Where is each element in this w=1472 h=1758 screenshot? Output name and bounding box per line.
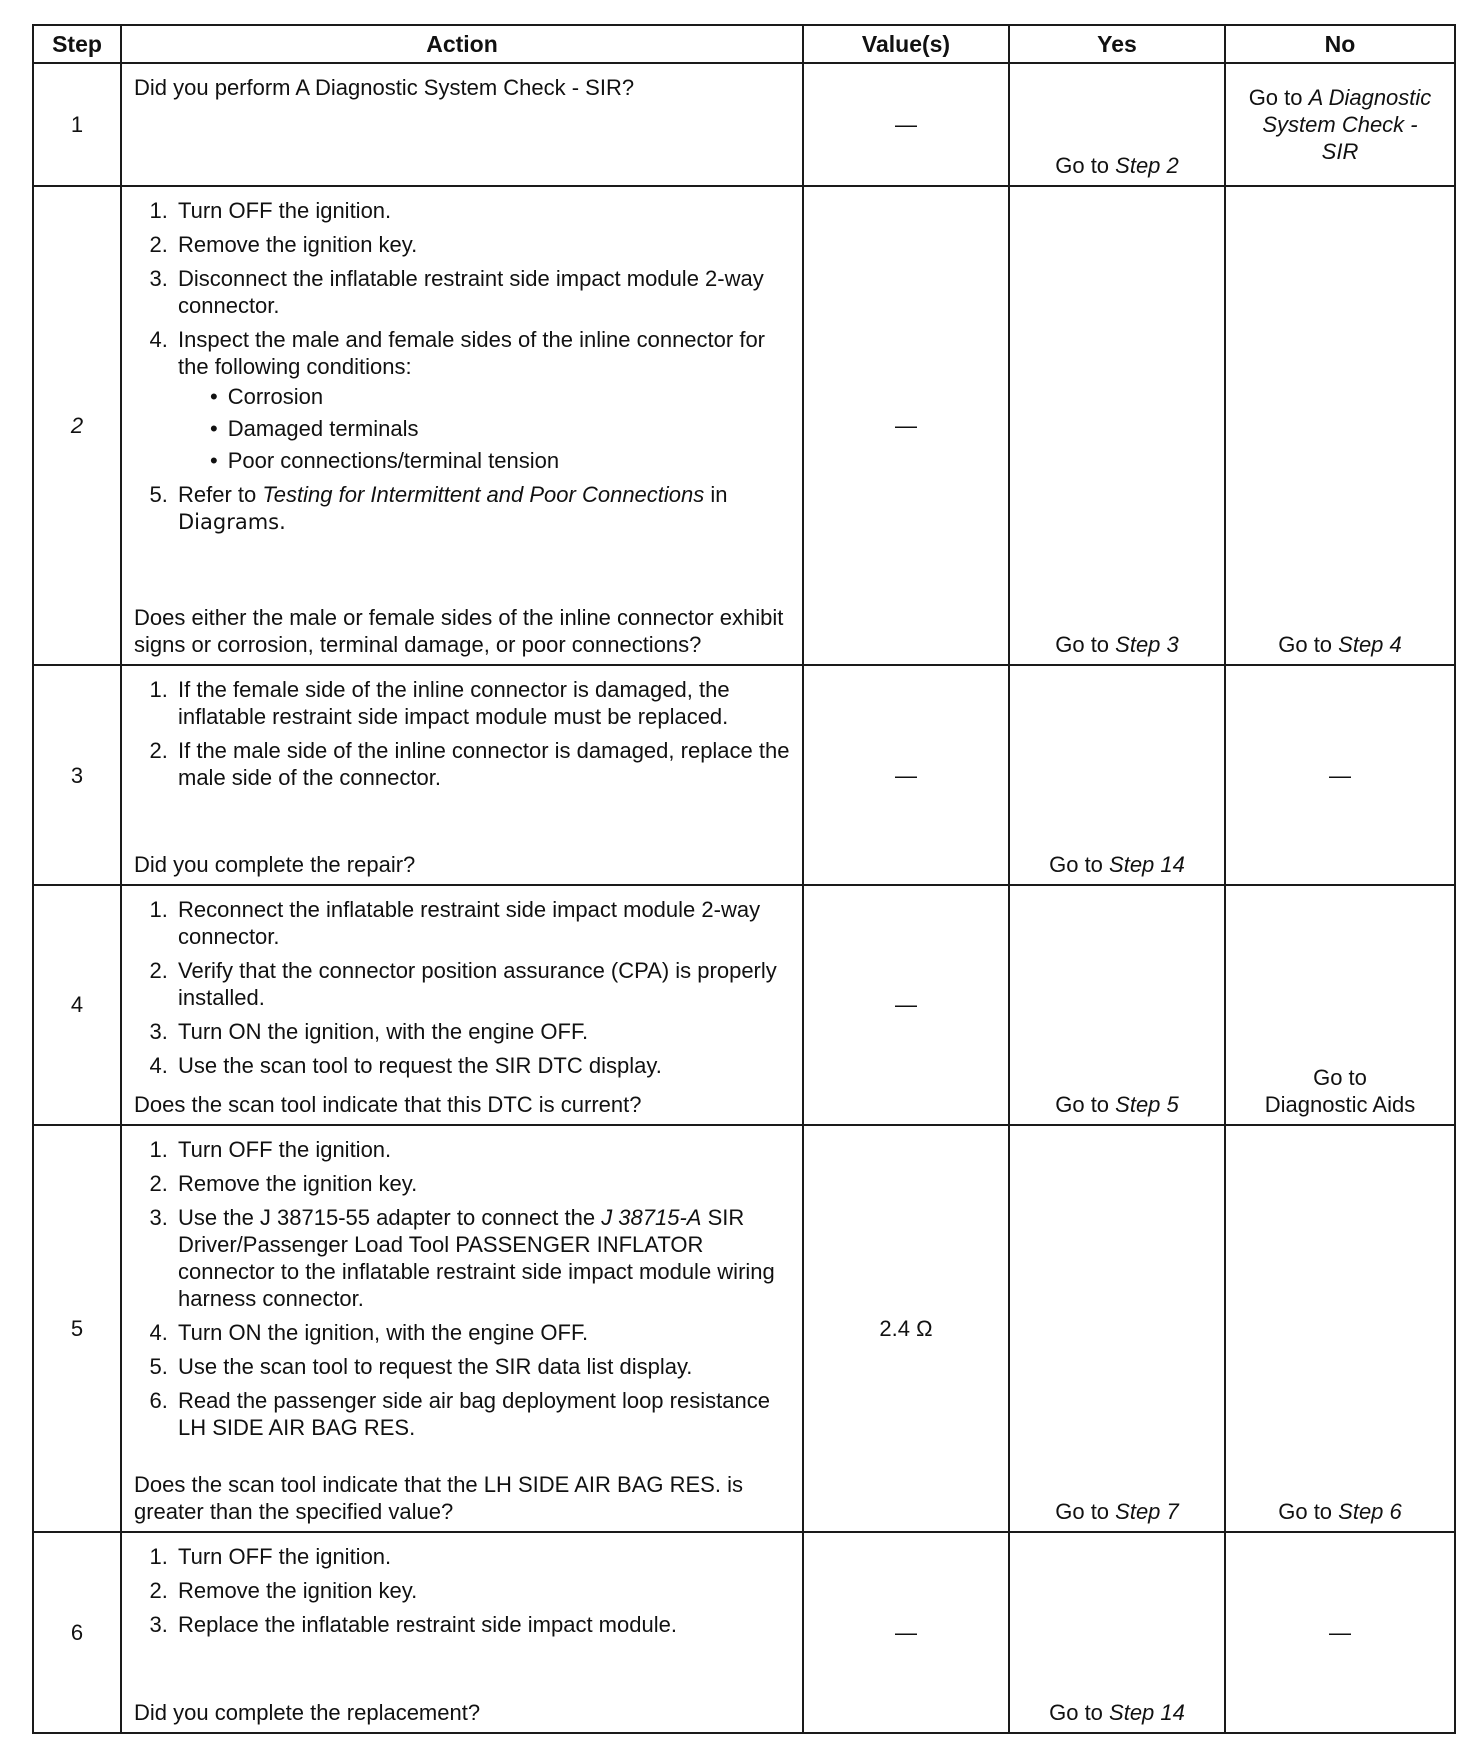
condition-item: • Corrosion: [206, 383, 792, 410]
diagnostic-table: [32, 24, 1456, 1734]
action-step: 6. Read the passenger side air bag deployment loop resistance LH SIDE AIR BAG RES.: [174, 1387, 792, 1441]
action-step: 1. Reconnect the inflatable restraint side impact module 2-way connector.: [174, 896, 792, 950]
no-cell: —: [1225, 1532, 1455, 1733]
action-step: 3. Turn ON the ignition, with the engine OFF.: [174, 1018, 792, 1045]
action-cell: [121, 186, 803, 665]
action-step: 1. Turn OFF the ignition.: [174, 197, 792, 224]
step-number: 3: [33, 665, 121, 885]
action-cell: [121, 1125, 803, 1532]
action-step: 4. Use the scan tool to request the SIR DTC display.: [174, 1052, 792, 1079]
action-step: 3. Replace the inflatable restraint side impact module.: [174, 1611, 792, 1638]
action-step: 2. Remove the ignition key.: [174, 231, 792, 258]
action-step: 2. Remove the ignition key.: [174, 1170, 792, 1197]
action-step: 4. Turn ON the ignition, with the engine OFF.: [174, 1319, 792, 1346]
yes-step-ref: Step 14: [1109, 851, 1185, 877]
action-cell: [121, 63, 803, 186]
yes-step-ref: Step 14: [1109, 1700, 1185, 1725]
action-step: 5. Use the scan tool to request the SIR data list display.: [174, 1353, 792, 1380]
header-step: Step: [33, 25, 121, 63]
no-cell: Go to Step 6: [1225, 1125, 1455, 1532]
header-row: [33, 25, 1455, 63]
action-question: Does the scan tool indicate that the LH SIDE AIR BAG RES. is greater than the specified value?: [134, 1471, 743, 1524]
action-step: 4. Inspect the male and female sides of the inline connector for the following conditions: • Corrosion • Damaged terminals • Poor connections/terminal tension: [174, 326, 792, 474]
action-step: 3. Use the J 38715-55 adapter to connect the J 38715-A SIR Driver/Passenger Load Tool PASSENGER INFLATOR connector to the inflatable restraint side impact module wiring harness connector.: [174, 1204, 792, 1312]
yes-cell: Go to Step 7: [1009, 1125, 1225, 1532]
no-line-1: Go to: [1313, 1064, 1367, 1090]
step-number: 1: [33, 63, 121, 186]
action-step: 2. If the male side of the inline connector is damaged, replace the male side of the connector.: [174, 737, 792, 791]
yes-step-ref: Step 3: [1115, 632, 1179, 658]
step-number: 2: [33, 186, 121, 665]
action-step: 1. If the female side of the inline connector is damaged, the inflatable restraint side impact module must be replaced.: [174, 676, 792, 730]
table-row-step-5: [33, 1125, 1455, 1532]
action-step: 1. Turn OFF the ignition.: [174, 1543, 792, 1570]
no-ref: A Diagnostic System Check - SIR: [1262, 84, 1432, 164]
value-cell: —: [803, 665, 1009, 885]
no-cell: [1225, 63, 1455, 186]
tool-reference: J 38715-A: [601, 1204, 702, 1230]
value-cell: 2.4 Ω: [803, 1125, 1009, 1532]
header-action: Action: [121, 25, 803, 63]
header-values: Value(s): [803, 25, 1009, 63]
value-cell: —: [803, 885, 1009, 1125]
table-row-step-6: [33, 1532, 1455, 1733]
action-cell: [121, 1532, 803, 1733]
action-steps: [134, 896, 792, 1086]
doc-reference: Testing for Intermittent and Poor Connections: [262, 481, 705, 507]
action-question: Did you complete the repair?: [134, 851, 416, 877]
action-step: 3. Disconnect the inflatable restraint side impact module 2-way connector.: [174, 265, 792, 319]
header-no: No: [1225, 25, 1455, 63]
action-steps: [134, 1136, 792, 1448]
value-cell: —: [803, 1532, 1009, 1733]
action-cell: [121, 665, 803, 885]
yes-cell: Go to Step 14: [1009, 665, 1225, 885]
action-question: Did you perform A Diagnostic System Check - SIR?: [134, 75, 635, 100]
no-cell: Go to Step 4: [1225, 186, 1455, 665]
condition-item: • Poor connections/terminal tension: [206, 447, 792, 474]
action-step: 2. Verify that the connector position assurance (CPA) is properly installed.: [174, 957, 792, 1011]
action-question: Does the scan tool indicate that this DTC is current?: [134, 1091, 642, 1117]
action-question: Does either the male or female sides of the inline connector exhibit signs or corrosion, terminal damage, or poor connections?: [134, 605, 784, 658]
table-row-step-1: [33, 63, 1455, 186]
yes-cell: [1009, 63, 1225, 186]
step-number: 6: [33, 1532, 121, 1733]
yes-cell: Go to Step 3: [1009, 186, 1225, 665]
header-yes: Yes: [1009, 25, 1225, 63]
no-line-2: Diagnostic Aids: [1264, 1091, 1416, 1117]
action-question: Did you complete the replacement?: [134, 1700, 481, 1725]
action-step: 5. Refer to Testing for Intermittent and Poor Connections in Diagrams.: [174, 481, 792, 536]
yes-cell: Go to Step 5: [1009, 885, 1225, 1125]
action-step: 1. Turn OFF the ignition.: [174, 1136, 792, 1163]
table-row-step-4: [33, 885, 1455, 1125]
table-row-step-3: [33, 665, 1455, 885]
action-cell: [121, 885, 803, 1125]
action-steps: [134, 197, 792, 543]
doc-section: Diagrams.: [178, 509, 286, 534]
yes-step-ref: Step 7: [1115, 1498, 1179, 1524]
value-cell: —: [803, 186, 1009, 665]
yes-step-ref: Step 2: [1115, 152, 1179, 178]
yes-prefix: Go to: [1055, 152, 1116, 178]
action-step: 2. Remove the ignition key.: [174, 1577, 792, 1604]
table-row-step-2: [33, 186, 1455, 665]
no-step-ref: Step 6: [1338, 1498, 1402, 1524]
step-number: 5: [33, 1125, 121, 1532]
condition-list: [178, 383, 792, 474]
yes-cell: Go to Step 14: [1009, 1532, 1225, 1733]
no-cell: [1225, 885, 1455, 1125]
action-steps: [134, 1543, 792, 1645]
action-steps: [134, 676, 792, 798]
no-cell: —: [1225, 665, 1455, 885]
yes-step-ref: Step 5: [1115, 1091, 1179, 1117]
step-number: 4: [33, 885, 121, 1125]
condition-item: • Damaged terminals: [206, 415, 792, 442]
value-cell: —: [803, 63, 1009, 186]
no-prefix: Go to: [1248, 84, 1309, 110]
no-step-ref: Step 4: [1338, 632, 1402, 658]
